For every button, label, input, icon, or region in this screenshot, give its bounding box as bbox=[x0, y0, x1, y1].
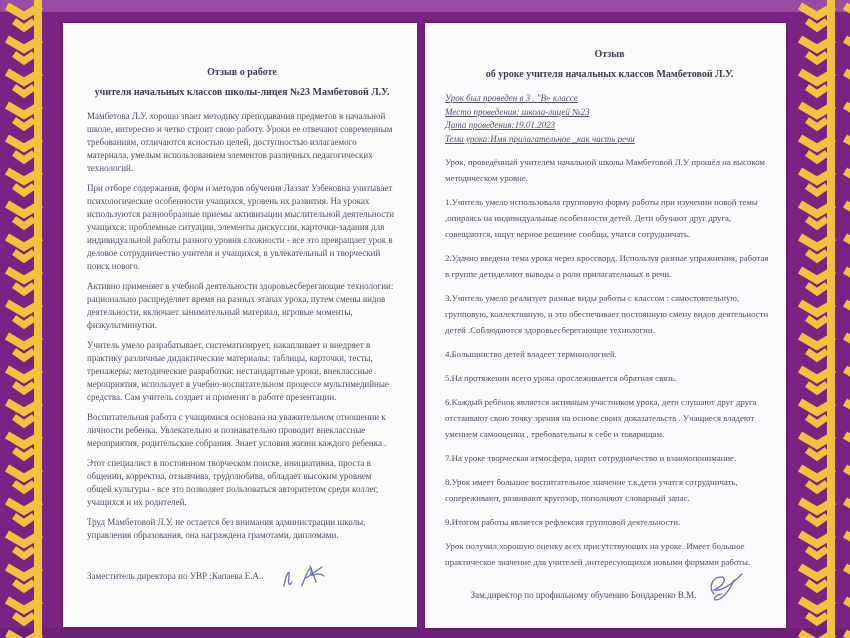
ornament-border-right-edge bbox=[842, 0, 850, 638]
paragraph: 2.Удачно введена тема урока через кроссворд. Используя разные упражнения, работая в группе детиделают выводы о роли прилагательных в речи. bbox=[445, 253, 769, 279]
left-page-title: Отзыв о работе bbox=[207, 67, 277, 78]
right-page-subtitle: об уроке учителя начальных классов Мамбетовой Л.У. bbox=[485, 69, 734, 80]
ornament-border-left bbox=[4, 0, 44, 638]
meta-line: Дата проведения:19.01.2023 bbox=[445, 120, 556, 130]
paragraph: Мамбетова Л.У. хорошо знает методику преподавания предметов в начальной школе, интересно и четко строит свою работу. Уроки ее отвечают современным требованиям, отличаются ясностью целей, доступностью излагаемого материала, умелым использованием элементов различных педагогических технологий. bbox=[87, 111, 393, 173]
paragraph: 9.Итогом работы является рефлексия групповой деятельности. bbox=[445, 517, 681, 527]
meta-line: Урок был проведен в 3 . "В» классе bbox=[445, 93, 578, 103]
paragraph: 1.Учитель умело использовала групповую форму работы при изучении новой темы ,опираясь на индивидуальные особенности детей. Дети обучают друг друга, совещаются, ищут верное решение сообща, учатся сотрудничать. bbox=[445, 197, 758, 239]
right-page-title: Отзыв bbox=[594, 49, 625, 60]
paragraph: Этот специалист в постоянном творческом поиске, инициативна, проста в общении, корректна, отзывчива, трудолюбива, обладает высоким уровнем общей культуры - все это позволяет пользоваться авторитетом среди коллег, учащихся и их родителей. bbox=[87, 458, 379, 507]
right-signature-text: Зам.директор по профильному обучению Бондаренко В.М. bbox=[470, 590, 697, 600]
left-signature-row bbox=[87, 560, 397, 592]
meta-line: Тема урока:Имя прилагательное _как часть речи bbox=[445, 133, 635, 144]
left-page-body bbox=[87, 110, 397, 542]
left-page-subtitle: учителя начальных классов школы-лицея №23 Мамбетовой Л.У. bbox=[94, 87, 390, 98]
paragraph: Учитель умело разрабатывает, систематизирует, накапливает и внедряет в практику различные дидактические материалы: таблицы, карточки, тесты, тренажеры; методические разработки: нестандартные уроки, внеклассные мероприятия, использует в учебно-воспитательном процессе мультимедийные средства. Сам учитель создает и применят в работе презентации. bbox=[87, 340, 389, 402]
document-page-right bbox=[425, 23, 786, 628]
paragraph: При отборе содержания, форм и методов обучения Лаззат Узбековна учитывает психологические особенности учащихся, уровень их развития. На уроках используются разнообразные приемы активизации мыслительной деятельности учащихся: проблемные ситуации, элементы дискуссии, карточки-задания для индивидуальной работы разного уровня сложности - все это превращает урок в деловое сотрудничество учителя и учащихся, в увлекательный и творческий поиск нового. bbox=[87, 183, 395, 271]
ornament-border-right bbox=[797, 0, 837, 638]
paragraph: Урок, проведённый учителем начальной школы Мамбетовой Л.У прошёл на высоком методическом уровне. bbox=[445, 157, 765, 183]
paragraph: Активно применяет в учебной деятельности здоровьесберегающие технологии: рационально распределяет время на разных этапах урока, путем смены видов деятельности, включает занимательный материал, игровые моменты, физкультминутки. bbox=[87, 281, 394, 330]
document-page-left bbox=[63, 23, 417, 627]
meta-line: Место проведения: школа-лицей №23 bbox=[445, 106, 590, 117]
paragraph: 3.Учитель умело реализует разные виды работы с классом : самостоятельную, групповую, коллективную, и это обеспечивает постоянную смену видов деятельности детей .Соблюдаются здоровьесберегающие технологии. bbox=[445, 293, 769, 335]
right-signature-scribble-icon bbox=[704, 570, 748, 606]
top-accent-strip bbox=[0, 0, 850, 12]
left-signature-scribble-icon bbox=[278, 560, 336, 592]
paragraph: 4.Большинство детей владеет терминологией. bbox=[445, 349, 617, 359]
paragraph: Урок получил хорошую оценку всех присутствующих на уроке. Имеет большое практическое значение для учителей ,интересующихся новыми формами работы. bbox=[445, 541, 751, 567]
paragraph: 8.Урок имеет большое воспитательное значение т.к.дети учатся сотрудничать, сопереживают, развивают кругозор, пополняют словарный запас. bbox=[445, 477, 738, 503]
left-signature-text: Заместитель директора по УВР :Капаева Е.А.. bbox=[87, 571, 264, 581]
paragraph: 7.На уроке творческая атмосфера, царит сотрудничество и взаимопонимание. bbox=[445, 453, 737, 463]
paragraph: 6.Каждый ребёнок является активным участником урока, дети слушают друг друга отстаивают свою точку зрения на основе своих доказательств . Учащиеся владеют умением самооценки , требовательны к себе и товарищам. bbox=[445, 397, 757, 439]
paragraph: 5.На протяжении всего урока прослеживается обратная связь. bbox=[445, 373, 677, 383]
right-signature-row bbox=[445, 584, 774, 606]
paragraph: Труд Мамбетовой Л.У. не остается без внимания администрации школы, управления образования, она награждена грамотами, дипломами. bbox=[87, 517, 366, 540]
right-page-body bbox=[445, 154, 774, 570]
right-page-meta bbox=[445, 92, 774, 146]
bottom-accent-strip bbox=[0, 628, 850, 638]
paragraph: Воспитательная работа с учащимися основана на уважительном отношении к личности ребенка. Увлекательно и познавательно проводит внеклассные мероприятия, родительские собрания. Знает условия жизни каждого ребенка . bbox=[87, 412, 387, 448]
